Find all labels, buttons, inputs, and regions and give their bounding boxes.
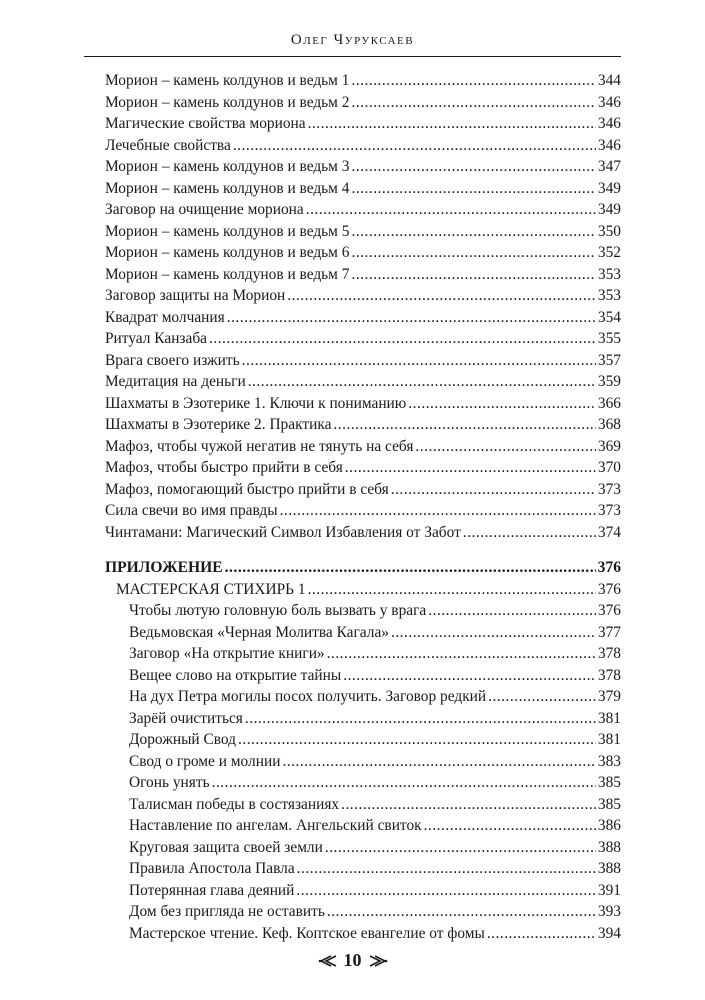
toc-entry-title: Потерянная глава деяний (129, 881, 295, 899)
toc-entry (105, 307, 621, 329)
toc-entry-page: 379 (597, 688, 621, 705)
toc-entry (105, 414, 621, 436)
toc-entry-title: Квадрат молчания (105, 308, 225, 326)
toc-entry (105, 772, 621, 794)
toc-leader-dots (327, 643, 596, 665)
toc-leader-dots (343, 665, 596, 687)
toc-entry (105, 479, 621, 501)
toc-leader-dots (287, 285, 596, 307)
toc-entry (105, 729, 621, 751)
toc-entry-page: 359 (597, 373, 621, 390)
toc-entry-title: На дух Петра могилы посох получить. Заговор редкий (129, 688, 487, 705)
toc-sub-entries (105, 600, 621, 944)
toc-leader-dots (333, 414, 596, 436)
toc-entry-title: Правила Апостола Павла (129, 860, 295, 877)
toc-section-title: МАСТЕРСКАЯ СТИХИРЬ 1 (116, 580, 306, 598)
toc-entry-page: 394 (597, 924, 621, 942)
toc-entry (105, 622, 621, 644)
running-header: Олег Чуруксаев (290, 32, 415, 48)
toc-leader-dots (242, 350, 596, 372)
toc-leader-dots (351, 70, 595, 92)
toc-entry (105, 500, 621, 522)
toc-entry (105, 600, 621, 622)
toc-entry (105, 436, 621, 458)
toc-entry (105, 751, 621, 773)
toc-entry-page: 373 (597, 480, 621, 498)
toc-entry (105, 178, 621, 200)
toc-entry-title: Ритуал Канзаба (105, 330, 208, 347)
toc-entry-title: Свод о громе и молнии (129, 752, 281, 770)
toc-entry (105, 156, 621, 178)
toc-leader-dots (227, 307, 596, 329)
toc-leader-dots (408, 393, 596, 415)
toc-entry-page: 353 (597, 287, 621, 304)
toc-entry-page: 388 (597, 860, 621, 877)
toc-entry (105, 242, 621, 264)
toc-entry-title: Морион – камень колдунов и ведьм 1 (105, 72, 350, 89)
toc-leader-dots (280, 500, 596, 522)
toc-appendix-row (105, 557, 621, 579)
toc-section-page: 376 (597, 580, 621, 598)
right-ornament-icon (368, 951, 388, 972)
toc-entry-title: Морион – камень колдунов и ведьм 3 (105, 158, 350, 175)
toc-entry-page: 366 (597, 394, 621, 412)
toc-entry-page: 385 (597, 795, 621, 813)
page-number: 10 (343, 950, 362, 970)
toc-leader-dots (327, 901, 596, 923)
toc-entry-page: 353 (597, 265, 621, 283)
toc-entry (105, 135, 621, 157)
toc-entry (105, 858, 621, 880)
toc-leader-dots (308, 579, 596, 601)
toc-entry-page: 385 (597, 774, 621, 791)
toc-entry (105, 92, 621, 114)
toc-entry-page: 354 (597, 308, 621, 326)
toc-leader-dots (212, 772, 596, 794)
toc-entry-page: 370 (597, 459, 621, 476)
toc-entry-page: 346 (597, 136, 621, 154)
toc-entry-page: 378 (597, 645, 621, 662)
toc-entry-title: Мафоз, чтобы чужой негатив не тянуть на себя (105, 437, 414, 455)
toc-entry-page: 388 (597, 838, 621, 856)
toc-entry-title: Морион – камень колдунов и ведьм 6 (105, 244, 350, 261)
toc-entry-page: 383 (597, 752, 621, 770)
toc-entry-title: Сила свечи во имя правды (105, 502, 278, 519)
toc-entry (105, 815, 621, 837)
left-ornament-icon (318, 951, 338, 972)
toc-gap (105, 543, 621, 557)
toc-entry-title: Мафоз, помогающий быстро прийти в себя (105, 480, 389, 498)
toc-main-entries (105, 70, 621, 543)
toc-entry (105, 199, 621, 221)
toc-entry-page: 393 (597, 903, 621, 920)
toc-entry (105, 221, 621, 243)
toc-leader-dots (341, 794, 596, 816)
toc-entry-title: Морион – камень колдунов и ведьм 5 (105, 222, 350, 240)
toc-appendix-page: 376 (597, 559, 621, 576)
toc-leader-dots (248, 371, 596, 393)
toc-entry (105, 393, 621, 415)
toc-entry-page: 373 (597, 502, 621, 519)
toc-entry-title: Огонь унять (129, 774, 210, 791)
toc-entry (105, 285, 621, 307)
toc-leader-dots (351, 264, 595, 286)
toc-leader-dots (282, 751, 595, 773)
toc-entry-title: Мастерское чтение. Кеф. Коптское евангелие от фомы (129, 924, 485, 942)
toc-entry-page: 347 (597, 158, 621, 175)
toc-entry (105, 457, 621, 479)
toc-entry (105, 643, 621, 665)
toc-entry (105, 837, 621, 859)
toc-leader-dots (351, 221, 595, 243)
toc-entry-title: Чтобы лютую головную боль вызвать у врага (129, 602, 427, 619)
toc-leader-dots (238, 729, 596, 751)
toc-leader-dots (351, 242, 595, 264)
toc-entry-page: 369 (597, 437, 621, 455)
toc-entry-page: 376 (597, 602, 621, 619)
toc-leader-dots (308, 113, 596, 135)
toc-entry-page: 374 (597, 523, 621, 541)
toc-entry-title: Чинтамани: Магический Символ Избавления от Забот (105, 523, 461, 541)
toc-entry-title: Медитация на деньги (105, 373, 246, 390)
toc-entry-page: 386 (597, 817, 621, 834)
toc-entry-title: Морион – камень колдунов и ведьм 2 (105, 93, 350, 111)
toc-entry (105, 371, 621, 393)
toc-entry (105, 880, 621, 902)
toc-leader-dots (245, 708, 596, 730)
toc-leader-dots (424, 815, 596, 837)
toc-leader-dots (351, 156, 595, 178)
toc-leader-dots (325, 837, 596, 859)
toc-entry-page: 349 (597, 201, 621, 218)
toc-entry-page: 350 (597, 222, 621, 240)
toc-entry (105, 70, 621, 92)
toc-leader-dots (345, 457, 596, 479)
toc-entry-title: Морион – камень колдунов и ведьм 4 (105, 179, 350, 197)
toc-leader-dots (209, 328, 596, 350)
toc-entry-title: Дом без пригляда не оставить (129, 903, 325, 920)
page-footer (0, 950, 705, 972)
toc-entry (105, 665, 621, 687)
toc-entry-page: 357 (597, 351, 621, 369)
toc-leader-dots (225, 557, 596, 579)
toc-leader-dots (415, 436, 595, 458)
toc-leader-dots (463, 522, 596, 544)
toc-entry (105, 708, 621, 730)
toc-leader-dots (296, 880, 596, 902)
toc-entry (105, 328, 621, 350)
table-of-contents (105, 70, 621, 944)
toc-entry-title: Заговор «На открытие книги» (129, 645, 325, 662)
toc-entry-page: 355 (597, 330, 621, 347)
toc-appendix-title: ПРИЛОЖЕНИЕ (105, 559, 223, 576)
toc-entry-title: Талисман победы в состязаниях (129, 795, 340, 813)
toc-section-row (105, 579, 621, 601)
toc-entry-title: Дорожный Свод (129, 731, 237, 748)
toc-leader-dots (488, 686, 596, 708)
toc-entry-title: Ведьмовская «Черная Молитва Кагала» (129, 623, 389, 641)
toc-entry-title: Шахматы в Эзотерике 1. Ключи к пониманию (105, 394, 407, 412)
toc-entry (105, 901, 621, 923)
toc-leader-dots (391, 479, 596, 501)
toc-leader-dots (487, 923, 596, 945)
toc-entry-title: Заговор защиты на Морион (105, 287, 286, 304)
toc-leader-dots (306, 199, 596, 221)
toc-entry-title: Шахматы в Эзотерике 2. Практика (105, 416, 332, 433)
toc-entry-page: 346 (597, 93, 621, 111)
toc-entry-title: Магические свойства мориона (105, 115, 306, 132)
toc-entry-page: 346 (597, 115, 621, 132)
toc-entry-page: 352 (597, 244, 621, 261)
toc-entry-page: 368 (597, 416, 621, 433)
toc-entry-page: 349 (597, 179, 621, 197)
toc-entry-page: 344 (597, 72, 621, 89)
toc-entry (105, 794, 621, 816)
toc-leader-dots (233, 135, 596, 157)
toc-leader-dots (391, 622, 596, 644)
toc-entry-title: Морион – камень колдунов и ведьм 7 (105, 265, 350, 283)
toc-leader-dots (351, 92, 595, 114)
toc-entry (105, 923, 621, 945)
toc-entry-title: Мафоз, чтобы быстро прийти в себя (105, 459, 343, 476)
toc-entry-page: 378 (597, 666, 621, 684)
toc-entry-title: Наставление по ангелам. Ангельский свиток (129, 817, 422, 834)
toc-entry (105, 686, 621, 708)
toc-leader-dots (351, 178, 595, 200)
toc-entry-title: Заговор на очищение мориона (105, 201, 304, 218)
toc-entry-title: Вещее слово на открытие тайны (129, 666, 342, 684)
toc-entry-page: 391 (597, 881, 621, 899)
toc-entry (105, 264, 621, 286)
toc-leader-dots (297, 858, 596, 880)
toc-entry (105, 113, 621, 135)
toc-entry-page: 377 (597, 623, 621, 641)
toc-entry-page: 381 (597, 709, 621, 727)
toc-entry-title: Врага своего изжить (105, 351, 240, 369)
header-rule (84, 56, 621, 57)
toc-leader-dots (428, 600, 596, 622)
toc-entry (105, 350, 621, 372)
toc-entry-title: Зарёй очиститься (129, 709, 243, 727)
toc-entry-title: Круговая защита своей земли (129, 838, 323, 856)
toc-entry-title: Лечебные свойства (105, 136, 231, 154)
toc-entry (105, 522, 621, 544)
toc-entry-page: 381 (597, 731, 621, 748)
